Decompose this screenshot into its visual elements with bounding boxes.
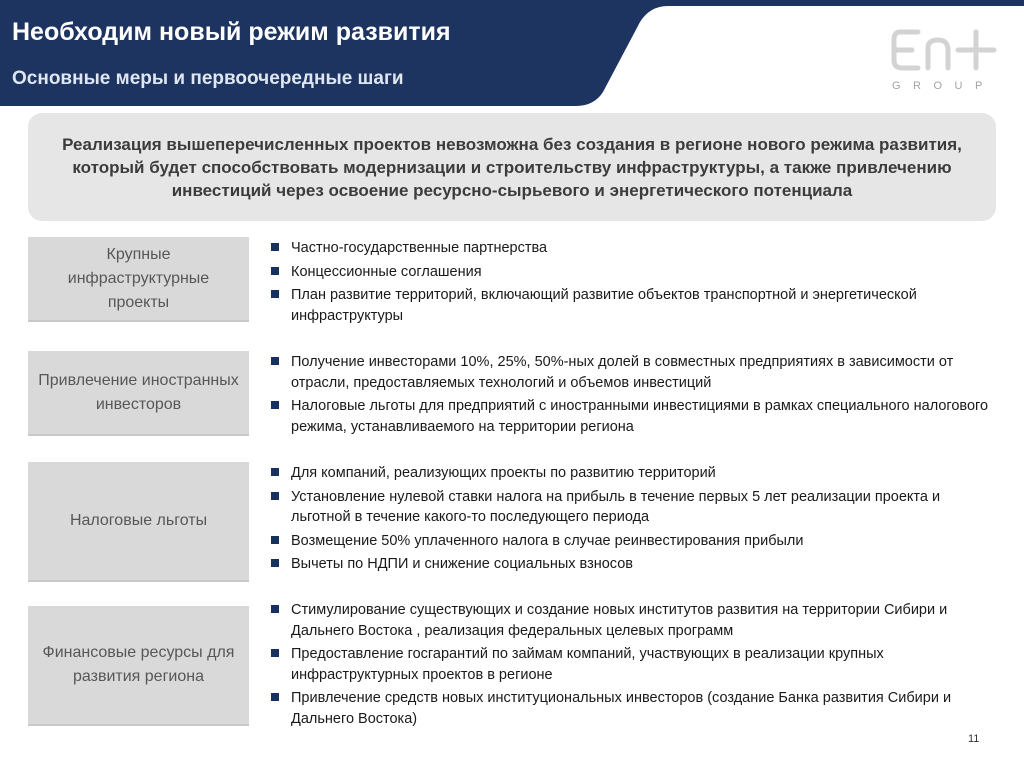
category-financial-resources: Финансовые ресурсы для развития региона xyxy=(28,606,249,726)
header-banner xyxy=(0,0,1024,108)
list-item: Для компаний, реализующих проекты по развитию территорий xyxy=(270,463,1000,484)
intro-panel xyxy=(28,113,996,221)
category-foreign-investors: Привлечение иностранных инвесторов xyxy=(28,351,249,436)
list-item: Концессионные соглашения xyxy=(270,262,1000,283)
list-item: Установление нулевой ставки налога на прибыль в течение первых 5 лет реализации проекта и льготной в течение какого-то последующего периода xyxy=(270,487,1000,528)
list-item: Стимулирование существующих и создание новых институтов развития на территории Сибири и Дальнего Востока , реализация федеральных целевых программ xyxy=(270,600,1000,641)
category-infrastructure: Крупные инфраструктурные проекты xyxy=(28,237,249,322)
logo-subtext: GROUP xyxy=(892,80,995,92)
page-subtitle: Основные меры и первоочередные шаги xyxy=(12,68,404,89)
list-item: Возмещение 50% уплаченного налога в случае реинвестирования прибыли xyxy=(270,531,1000,552)
list-item: Частно-государственные партнерства xyxy=(270,238,1000,259)
list-item: Получение инвесторами 10%, 25%, 50%-ных долей в совместных предприятиях в зависимости от отрасли, предоставляемых технологий и объемов инвестиций xyxy=(270,352,1000,393)
list-item: Привлечение средств новых институциональных инвесторов (создание Банка развития Сибири и Дальнего Востока) xyxy=(270,688,1000,729)
list-item: План развитие территорий, включающий развитие объектов транспортной и энергетической инфраструктуры xyxy=(270,285,1000,326)
page-title: Необходим новый режим развития xyxy=(12,18,451,46)
list-item: Налоговые льготы для предприятий с иностранными инвестициями в рамках специального налогового режима, устанавливаемого на территории региона xyxy=(270,396,1000,437)
company-logo xyxy=(886,20,1002,100)
list-item: Вычеты по НДПИ и снижение социальных взносов xyxy=(270,554,1000,575)
financial-resources-measures xyxy=(270,600,1000,732)
list-item: Предоставление госгарантий по займам компаний, участвующих в реализации крупных инфраструктурных проектов в регионе xyxy=(270,644,1000,685)
infrastructure-measures xyxy=(270,238,1000,329)
category-tax-benefits: Налоговые льготы xyxy=(28,462,249,582)
tax-benefits-measures xyxy=(270,463,1000,578)
logo-mark-icon xyxy=(890,24,998,76)
page-number: 11 xyxy=(968,733,980,745)
intro-text: Реализация вышеперечисленных проектов невозможна без создания в регионе нового режима развития, который будет способствовать модернизации и строительству инфраструктуры, а также привлечению инвестиций через освоение ресурсно-сырьевого и энергетического потенциала xyxy=(62,134,962,200)
foreign-investors-measures xyxy=(270,352,1000,440)
